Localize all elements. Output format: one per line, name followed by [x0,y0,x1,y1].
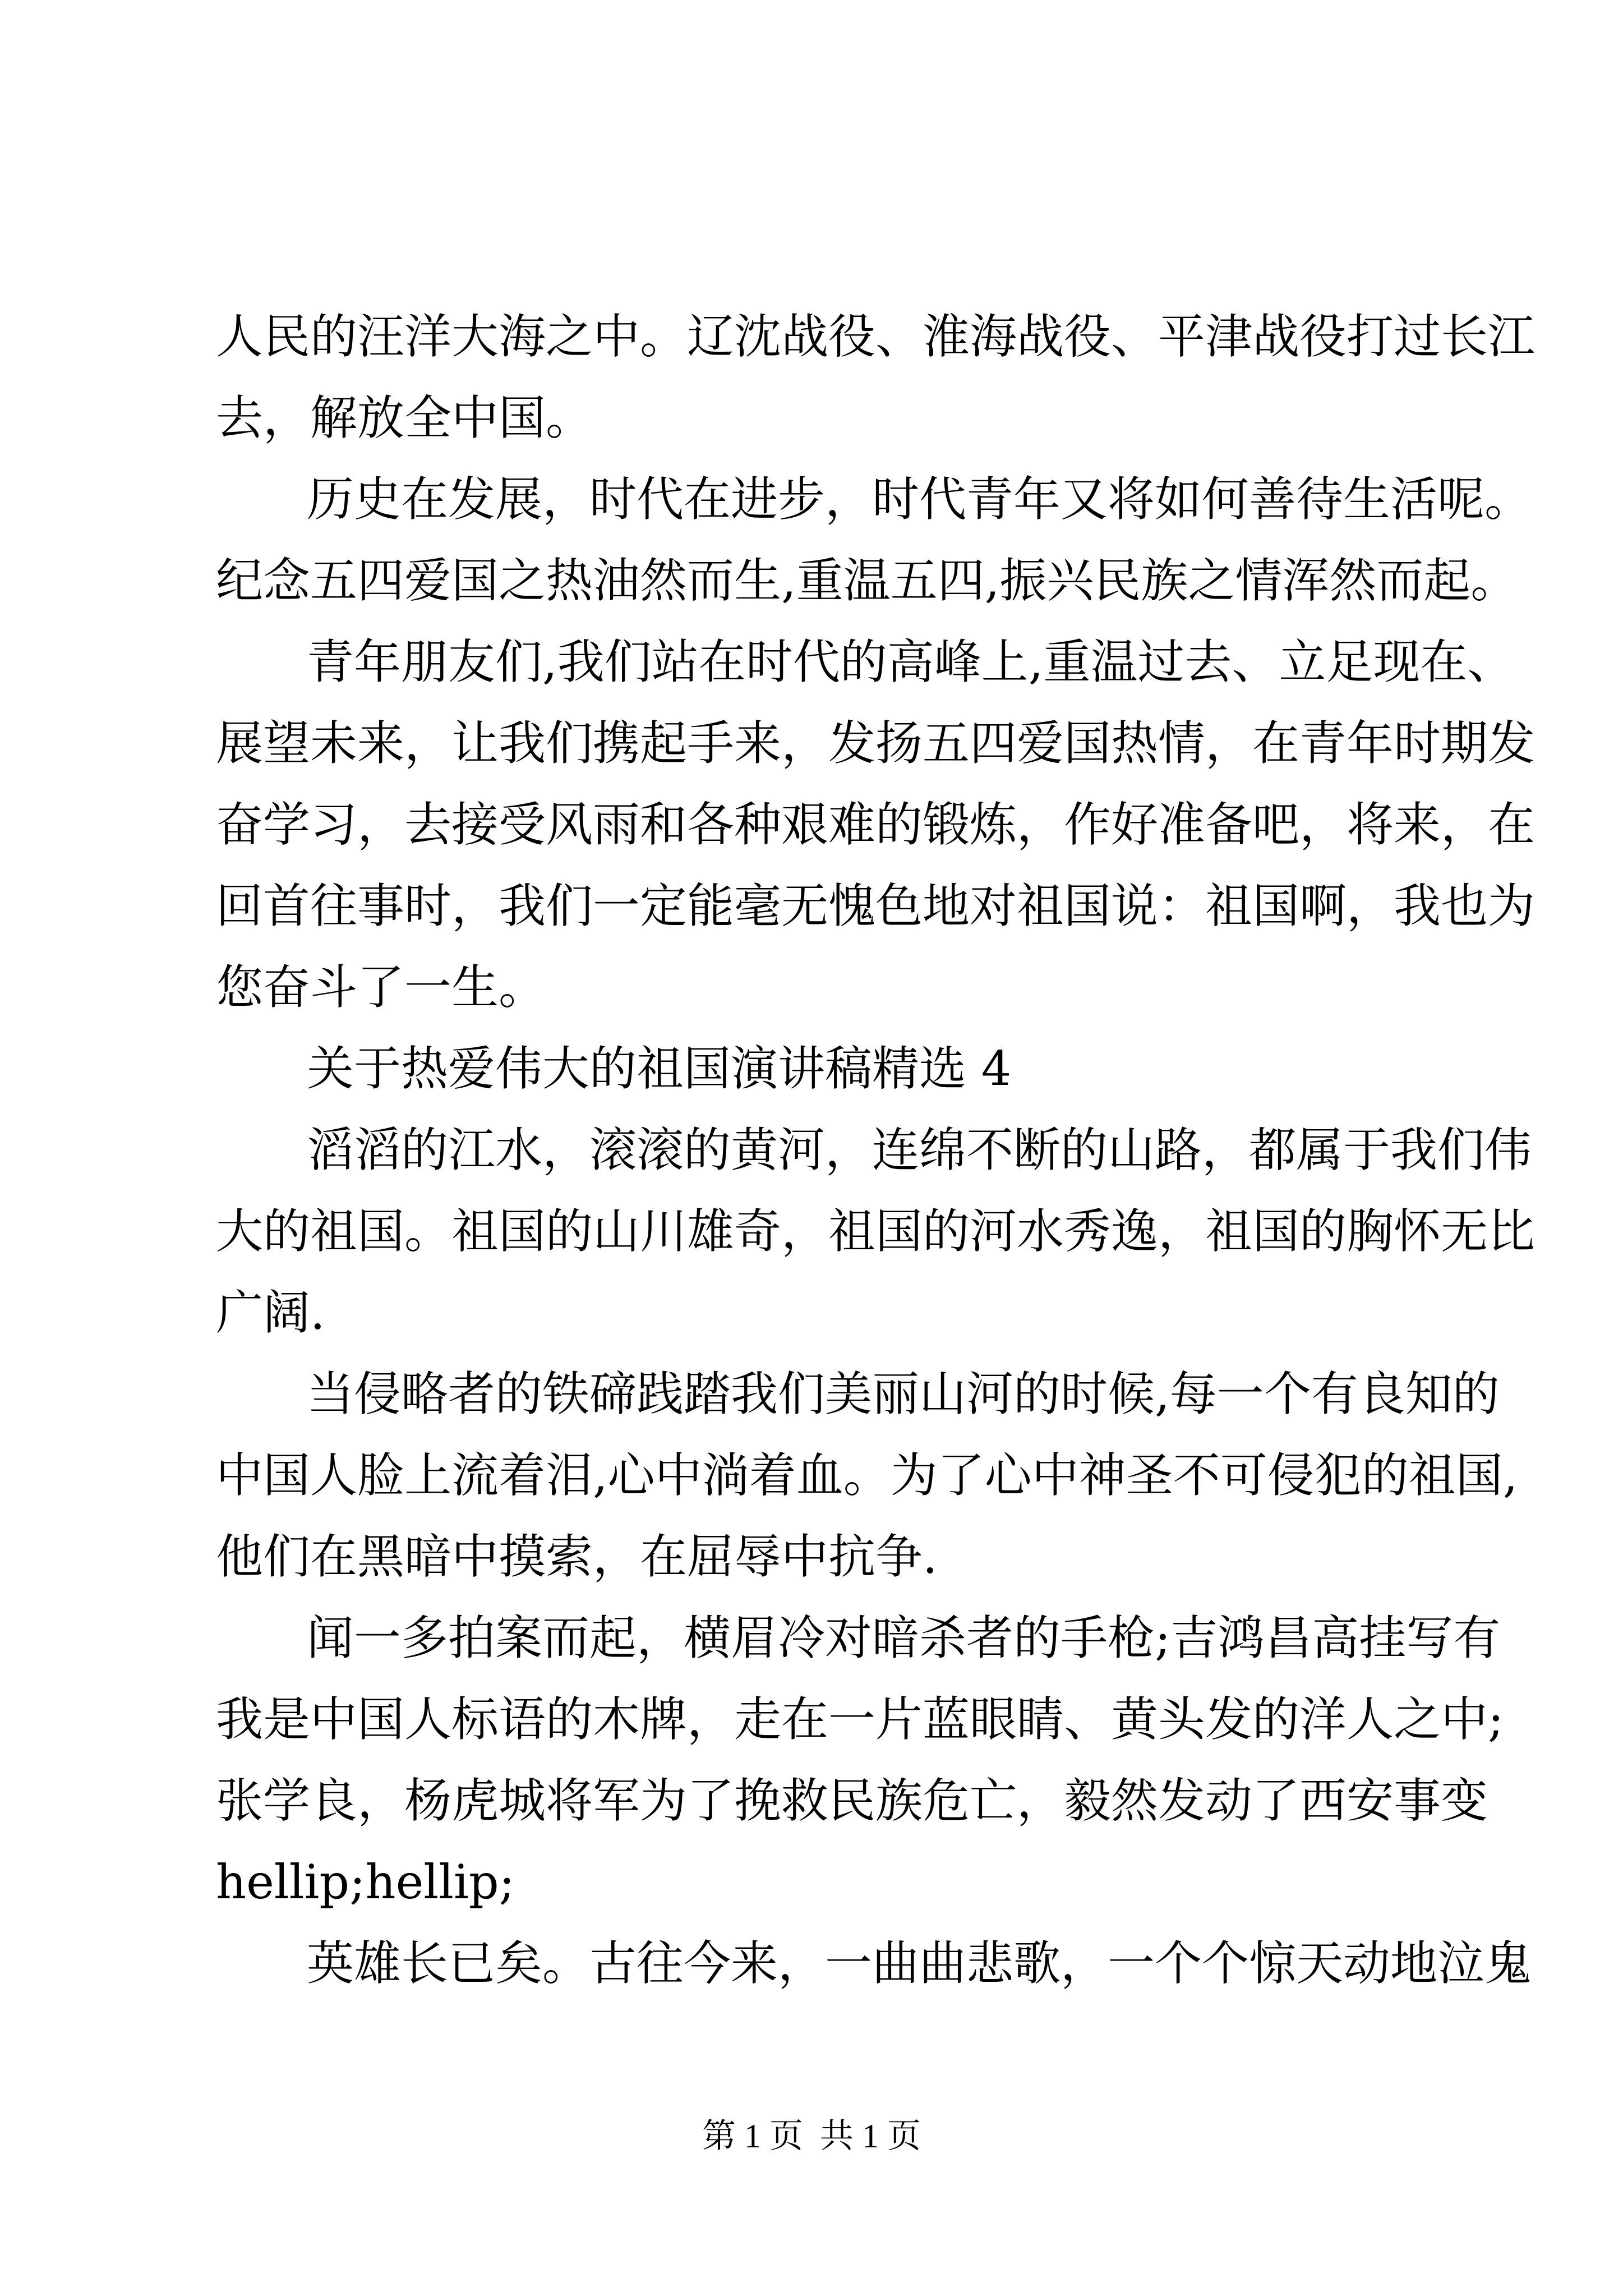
section-heading: 关于热爱伟大的祖国演讲稿精选 4 [307,1041,1012,1096]
text-line: 人民的汪洋大海之中。辽沈战役、淮海战役、平津战役打过长江 [216,309,1536,364]
text-line: 您奋斗了一生。 [216,960,546,1015]
text-line: 回首往事时，我们一定能毫无愧色地对祖国说：祖国啊，我也为 [216,878,1536,933]
text-line: 广阔. [216,1285,325,1340]
text-line: 滔滔的江水，滚滚的黄河，连绵不断的山路，都属于我们伟 [307,1122,1532,1177]
text-line: 青年朋友们,我们站在时代的高峰上,重温过去、立足现在、 [307,634,1515,689]
text-line: 闻一多拍案而起，横眉冷对暗杀者的手枪;吉鸿昌高挂写有 [307,1611,1501,1665]
text-line: 去，解放全中国。 [216,390,593,445]
text-line: hellip;hellip; [216,1855,515,1910]
text-line: 奋学习，去接受风雨和各种艰难的锻炼，作好准备吧，将来，在 [216,797,1536,852]
body-text [216,296,1536,2004]
text-line: 历史在发展，时代在进步，时代青年又将如何善待生活呢。 [307,472,1532,527]
page-footer: 第 1 页 共 1 页 [702,2118,921,2155]
text-line: 大的祖国。祖国的山川雄奇，祖国的河水秀逸，祖国的胸怀无比 [216,1204,1536,1259]
text-line: 英雄长已矣。古往今来，一曲曲悲歌，一个个惊天动地泣鬼 [307,1936,1532,1991]
text-line: 纪念五四爱国之热油然而生,重温五四,振兴民族之情浑然而起。 [216,553,1518,608]
text-line: 我是中国人标语的木牌，走在一片蓝眼睛、黄头发的洋人之中; [216,1692,1504,1747]
text-line: 张学良，杨虎城将军为了挽救民族危亡，毅然发动了西安事变 [216,1773,1488,1828]
text-line: 当侵略者的铁碲践踏我们美丽山河的时候,每一个有良知的 [307,1366,1500,1421]
text-line: 中国人脸上流着泪,心中淌着血。为了心中神圣不可侵犯的祖国, [216,1448,1518,1503]
text-line: 展望未来，让我们携起手来，发扬五四爱国热情，在青年时期发 [216,716,1536,771]
text-line: 他们在黑暗中摸索，在屈辱中抗争. [216,1529,938,1584]
